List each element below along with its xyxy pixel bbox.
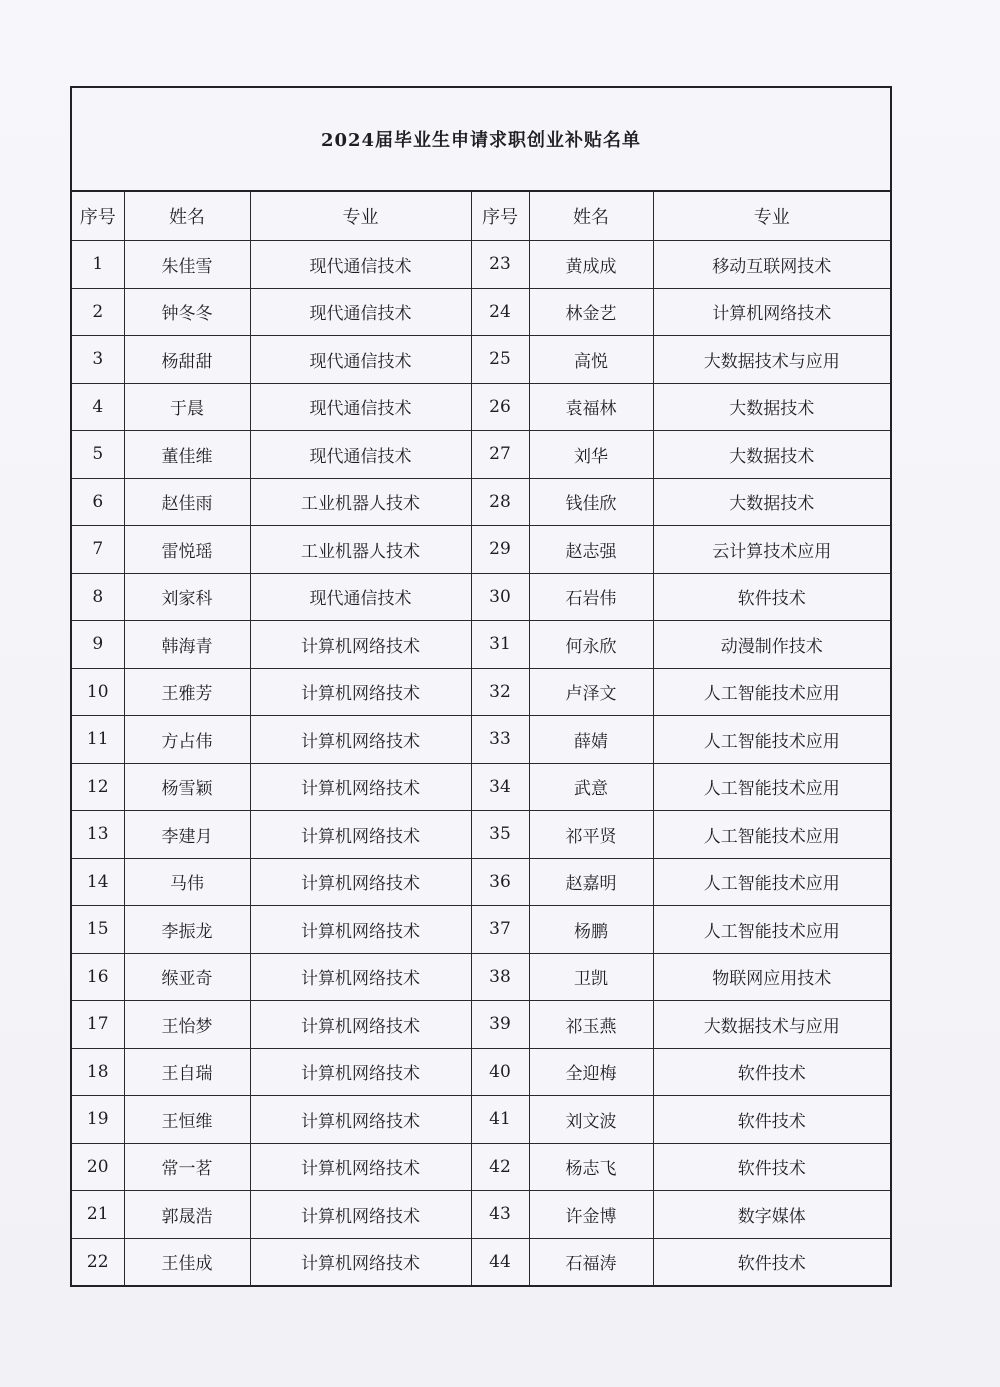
row-no-right: 39 — [471, 1001, 529, 1049]
row-name-left: 郭晟浩 — [124, 1191, 250, 1239]
row-no-left: 12 — [72, 763, 124, 811]
row-major-right: 软件技术 — [653, 1143, 890, 1191]
header-no-right: 序号 — [471, 192, 529, 241]
row-no-right: 26 — [471, 383, 529, 431]
row-major-left: 计算机网络技术 — [250, 811, 471, 859]
row-no-left: 6 — [72, 478, 124, 526]
row-major-right: 移动互联网技术 — [653, 241, 890, 289]
row-no-left: 7 — [72, 526, 124, 574]
row-major-right: 软件技术 — [653, 1048, 890, 1096]
row-no-left: 10 — [72, 668, 124, 716]
row-no-right: 38 — [471, 953, 529, 1001]
table-row — [72, 383, 890, 431]
row-major-left: 计算机网络技术 — [250, 1191, 471, 1239]
row-no-left: 8 — [72, 573, 124, 621]
header-major-right: 专业 — [653, 192, 890, 241]
row-name-left: 杨雪颖 — [124, 763, 250, 811]
row-name-right: 高悦 — [529, 336, 653, 384]
table-row — [72, 763, 890, 811]
row-major-right: 人工智能技术应用 — [653, 716, 890, 764]
document-title: 2024届毕业生申请求职创业补贴名单 — [72, 88, 890, 192]
row-name-right: 武意 — [529, 763, 653, 811]
row-no-left: 21 — [72, 1191, 124, 1239]
row-major-left: 现代通信技术 — [250, 288, 471, 336]
row-name-right: 薛婧 — [529, 716, 653, 764]
subsidy-list-table — [70, 86, 892, 1287]
row-name-left: 杨甜甜 — [124, 336, 250, 384]
header-no-left: 序号 — [72, 192, 124, 241]
row-major-right: 人工智能技术应用 — [653, 858, 890, 906]
row-name-right: 卢泽文 — [529, 668, 653, 716]
table-row — [72, 1238, 890, 1285]
row-name-right: 黄成成 — [529, 241, 653, 289]
row-no-right: 36 — [471, 858, 529, 906]
table-row — [72, 716, 890, 764]
row-major-left: 计算机网络技术 — [250, 906, 471, 954]
row-no-right: 32 — [471, 668, 529, 716]
row-no-left: 13 — [72, 811, 124, 859]
row-name-right: 石岩伟 — [529, 573, 653, 621]
table-row — [72, 431, 890, 479]
header-name-left: 姓名 — [124, 192, 250, 241]
header-name-right: 姓名 — [529, 192, 653, 241]
row-name-left: 李振龙 — [124, 906, 250, 954]
table-row — [72, 573, 890, 621]
row-major-right: 大数据技术与应用 — [653, 336, 890, 384]
row-major-right: 大数据技术 — [653, 478, 890, 526]
table-row — [72, 336, 890, 384]
row-name-left: 缑亚奇 — [124, 953, 250, 1001]
row-name-left: 董佳维 — [124, 431, 250, 479]
row-name-left: 于晨 — [124, 383, 250, 431]
row-major-right: 云计算技术应用 — [653, 526, 890, 574]
row-major-right: 人工智能技术应用 — [653, 811, 890, 859]
table-row — [72, 1096, 890, 1144]
row-name-right: 杨鹏 — [529, 906, 653, 954]
row-no-left: 16 — [72, 953, 124, 1001]
table-row — [72, 1191, 890, 1239]
row-name-right: 何永欣 — [529, 621, 653, 669]
row-major-left: 工业机器人技术 — [250, 526, 471, 574]
row-name-right: 袁福林 — [529, 383, 653, 431]
row-name-left: 马伟 — [124, 858, 250, 906]
row-major-left: 计算机网络技术 — [250, 858, 471, 906]
row-major-left: 计算机网络技术 — [250, 763, 471, 811]
row-no-left: 4 — [72, 383, 124, 431]
table-row — [72, 526, 890, 574]
header-row — [72, 192, 890, 241]
row-no-right: 44 — [471, 1238, 529, 1285]
row-no-left: 1 — [72, 241, 124, 289]
row-no-left: 20 — [72, 1143, 124, 1191]
row-major-left: 计算机网络技术 — [250, 1001, 471, 1049]
row-name-right: 赵志强 — [529, 526, 653, 574]
row-name-right: 赵嘉明 — [529, 858, 653, 906]
row-no-right: 35 — [471, 811, 529, 859]
row-major-left: 计算机网络技术 — [250, 621, 471, 669]
header-major-left: 专业 — [250, 192, 471, 241]
row-name-right: 钱佳欣 — [529, 478, 653, 526]
row-major-left: 计算机网络技术 — [250, 1143, 471, 1191]
row-name-left: 雷悦瑶 — [124, 526, 250, 574]
row-major-left: 现代通信技术 — [250, 573, 471, 621]
row-major-left: 计算机网络技术 — [250, 668, 471, 716]
row-name-right: 刘华 — [529, 431, 653, 479]
row-major-left: 计算机网络技术 — [250, 953, 471, 1001]
row-no-right: 23 — [471, 241, 529, 289]
row-major-right: 人工智能技术应用 — [653, 906, 890, 954]
row-no-left: 19 — [72, 1096, 124, 1144]
row-no-left: 17 — [72, 1001, 124, 1049]
table-row — [72, 906, 890, 954]
table-row — [72, 621, 890, 669]
row-name-left: 王佳成 — [124, 1238, 250, 1285]
table-row — [72, 1001, 890, 1049]
row-no-right: 42 — [471, 1143, 529, 1191]
row-name-left: 王雅芳 — [124, 668, 250, 716]
row-major-left: 现代通信技术 — [250, 431, 471, 479]
row-name-left: 钟冬冬 — [124, 288, 250, 336]
row-no-right: 34 — [471, 763, 529, 811]
row-no-left: 9 — [72, 621, 124, 669]
table-row — [72, 858, 890, 906]
row-no-left: 5 — [72, 431, 124, 479]
row-no-right: 37 — [471, 906, 529, 954]
row-major-left: 现代通信技术 — [250, 241, 471, 289]
row-no-left: 2 — [72, 288, 124, 336]
row-name-left: 王怡梦 — [124, 1001, 250, 1049]
table-row — [72, 811, 890, 859]
table-row — [72, 478, 890, 526]
row-name-left: 常一茗 — [124, 1143, 250, 1191]
row-no-left: 14 — [72, 858, 124, 906]
row-no-left: 11 — [72, 716, 124, 764]
row-no-right: 33 — [471, 716, 529, 764]
row-major-left: 现代通信技术 — [250, 383, 471, 431]
row-name-right: 全迎梅 — [529, 1048, 653, 1096]
row-no-right: 29 — [471, 526, 529, 574]
row-major-left: 计算机网络技术 — [250, 1096, 471, 1144]
row-major-left: 计算机网络技术 — [250, 1238, 471, 1285]
row-name-right: 卫凯 — [529, 953, 653, 1001]
row-name-left: 王恒维 — [124, 1096, 250, 1144]
row-no-left: 15 — [72, 906, 124, 954]
row-name-right: 林金艺 — [529, 288, 653, 336]
row-name-left: 李建月 — [124, 811, 250, 859]
row-name-left: 方占伟 — [124, 716, 250, 764]
row-major-right: 大数据技术 — [653, 431, 890, 479]
row-name-left: 朱佳雪 — [124, 241, 250, 289]
row-major-right: 大数据技术 — [653, 383, 890, 431]
row-name-left: 王自瑞 — [124, 1048, 250, 1096]
roster-table — [72, 192, 890, 1285]
row-major-right: 软件技术 — [653, 1096, 890, 1144]
row-major-right: 软件技术 — [653, 573, 890, 621]
row-name-right: 刘文波 — [529, 1096, 653, 1144]
table-row — [72, 288, 890, 336]
row-major-right: 数字媒体 — [653, 1191, 890, 1239]
row-no-right: 41 — [471, 1096, 529, 1144]
row-major-right: 大数据技术与应用 — [653, 1001, 890, 1049]
row-no-right: 40 — [471, 1048, 529, 1096]
row-name-right: 许金博 — [529, 1191, 653, 1239]
table-row — [72, 1143, 890, 1191]
row-major-right: 物联网应用技术 — [653, 953, 890, 1001]
row-major-left: 计算机网络技术 — [250, 716, 471, 764]
table-row — [72, 1048, 890, 1096]
row-name-right: 祁平贤 — [529, 811, 653, 859]
row-no-left: 18 — [72, 1048, 124, 1096]
row-no-right: 27 — [471, 431, 529, 479]
row-name-right: 祁玉燕 — [529, 1001, 653, 1049]
row-major-left: 工业机器人技术 — [250, 478, 471, 526]
row-major-right: 软件技术 — [653, 1238, 890, 1285]
row-no-left: 22 — [72, 1238, 124, 1285]
row-no-right: 24 — [471, 288, 529, 336]
row-no-right: 43 — [471, 1191, 529, 1239]
table-row — [72, 953, 890, 1001]
row-major-right: 动漫制作技术 — [653, 621, 890, 669]
row-name-left: 韩海青 — [124, 621, 250, 669]
row-major-right: 计算机网络技术 — [653, 288, 890, 336]
row-major-right: 人工智能技术应用 — [653, 763, 890, 811]
row-no-right: 30 — [471, 573, 529, 621]
table-row — [72, 241, 890, 289]
row-name-right: 石福涛 — [529, 1238, 653, 1285]
row-no-right: 25 — [471, 336, 529, 384]
row-name-left: 赵佳雨 — [124, 478, 250, 526]
row-major-left: 现代通信技术 — [250, 336, 471, 384]
row-name-right: 杨志飞 — [529, 1143, 653, 1191]
row-major-right: 人工智能技术应用 — [653, 668, 890, 716]
row-major-left: 计算机网络技术 — [250, 1048, 471, 1096]
row-name-left: 刘家科 — [124, 573, 250, 621]
row-no-left: 3 — [72, 336, 124, 384]
row-no-right: 31 — [471, 621, 529, 669]
row-no-right: 28 — [471, 478, 529, 526]
table-row — [72, 668, 890, 716]
